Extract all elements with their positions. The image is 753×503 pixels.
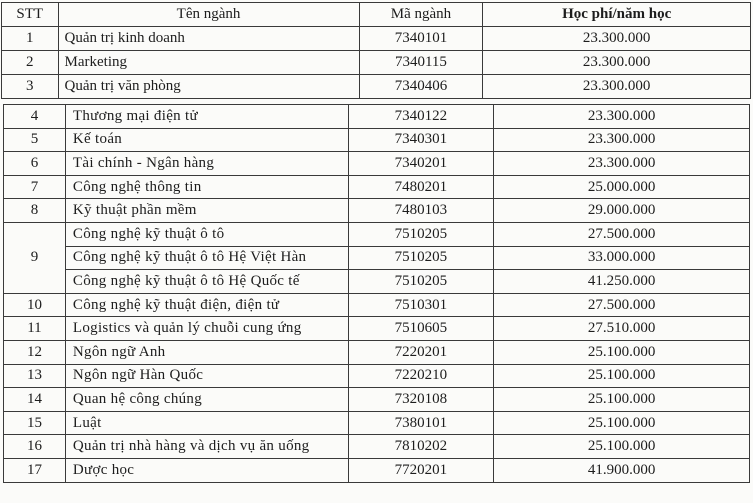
cell-major-name: Thương mại điện tử: [65, 105, 348, 129]
header-row: [2, 3, 751, 27]
cell-tuition-fee: 29.000.000: [494, 199, 750, 223]
cell-tuition-fee: 27.500.000: [494, 293, 750, 317]
cell-major-code: 7480201: [348, 175, 494, 199]
cell-major-name: Ngôn ngữ Anh: [65, 340, 348, 364]
cell-major-name: Kế toán: [65, 128, 348, 152]
cell-stt: 13: [4, 364, 66, 388]
cell-major-code: 7510205: [348, 246, 494, 270]
cell-major-code: 7380101: [348, 411, 494, 435]
tuition-table-main: [3, 104, 750, 483]
cell-major-name: Tài chính - Ngân hàng: [65, 152, 348, 176]
cell-stt: 17: [4, 458, 66, 482]
table-row: [4, 293, 750, 317]
cell-stt: 10: [4, 293, 66, 317]
cell-major-code: 7510605: [348, 317, 494, 341]
cell-major-name: Quản trị văn phòng: [58, 75, 359, 99]
cell-stt: 8: [4, 199, 66, 223]
cell-stt: 12: [4, 340, 66, 364]
cell-stt: 7: [4, 175, 66, 199]
cell-major-code: 7510205: [348, 222, 494, 246]
cell-tuition-fee: 23.300.000: [483, 75, 751, 99]
table-row: [4, 458, 750, 482]
table-row: [4, 340, 750, 364]
table-row: [2, 27, 751, 51]
cell-major-name: Logistics và quản lý chuỗi cung ứng: [65, 317, 348, 341]
cell-major-code: 7480103: [348, 199, 494, 223]
cell-tuition-fee: 25.000.000: [494, 175, 750, 199]
cell-stt: 2: [2, 51, 59, 75]
cell-tuition-fee: 23.300.000: [494, 105, 750, 129]
table-row: [4, 388, 750, 412]
cell-major-code: 7720201: [348, 458, 494, 482]
cell-tuition-fee: 25.100.000: [494, 340, 750, 364]
cell-major-code: 7810202: [348, 435, 494, 459]
cell-stt: 16: [4, 435, 66, 459]
cell-tuition-fee: 27.510.000: [494, 317, 750, 341]
table-row: [4, 270, 750, 294]
cell-stt: 11: [4, 317, 66, 341]
tuition-table-top: [1, 2, 751, 99]
cell-major-name: Công nghệ kỹ thuật ô tô Hệ Quốc tế: [65, 270, 348, 294]
cell-tuition-fee: 41.250.000: [494, 270, 750, 294]
cell-major-name: Dược học: [65, 458, 348, 482]
cell-stt: 4: [4, 105, 66, 129]
table-row: [2, 75, 751, 99]
cell-major-name: Công nghệ kỹ thuật ô tô Hệ Việt Hàn: [65, 246, 348, 270]
cell-tuition-fee: 25.100.000: [494, 411, 750, 435]
cell-tuition-fee: 25.100.000: [494, 388, 750, 412]
cell-tuition-fee: 23.300.000: [494, 128, 750, 152]
header-stt: STT: [2, 3, 59, 27]
table-row: [2, 51, 751, 75]
cell-major-name: Luật: [65, 411, 348, 435]
cell-major-code: 7340301: [348, 128, 494, 152]
cell-major-code: 7340406: [359, 75, 483, 99]
header-major-name: Tên ngành: [58, 3, 359, 27]
cell-tuition-fee: 33.000.000: [494, 246, 750, 270]
table-row: [4, 364, 750, 388]
cell-major-name: Quản trị kinh doanh: [58, 27, 359, 51]
cell-stt: 3: [2, 75, 59, 99]
cell-stt: 14: [4, 388, 66, 412]
cell-stt: 9: [4, 222, 66, 293]
header-major-code: Mã ngành: [359, 3, 483, 27]
cell-major-name: Công nghệ thông tin: [65, 175, 348, 199]
table-row: [4, 105, 750, 129]
cell-tuition-fee: 25.100.000: [494, 435, 750, 459]
cell-tuition-fee: 25.100.000: [494, 364, 750, 388]
table-row: [4, 246, 750, 270]
table-row: [4, 317, 750, 341]
cell-major-name: Quan hệ công chúng: [65, 388, 348, 412]
cell-major-code: 7510301: [348, 293, 494, 317]
cell-tuition-fee: 27.500.000: [494, 222, 750, 246]
cell-major-name: Marketing: [58, 51, 359, 75]
cell-major-code: 7340115: [359, 51, 483, 75]
cell-major-code: 7510205: [348, 270, 494, 294]
cell-major-name: Ngôn ngữ Hàn Quốc: [65, 364, 348, 388]
table-row: [4, 199, 750, 223]
cell-major-code: 7340201: [348, 152, 494, 176]
cell-stt: 1: [2, 27, 59, 51]
cell-major-code: 7340101: [359, 27, 483, 51]
table-row: [4, 152, 750, 176]
cell-major-name: Công nghệ kỹ thuật ô tô: [65, 222, 348, 246]
cell-major-code: 7220201: [348, 340, 494, 364]
header-tuition-fee: Học phí/năm học: [483, 3, 751, 27]
table-row: [4, 175, 750, 199]
cell-major-name: Kỹ thuật phần mềm: [65, 199, 348, 223]
cell-stt: 5: [4, 128, 66, 152]
cell-major-code: 7340122: [348, 105, 494, 129]
cell-major-name: Quản trị nhà hàng và dịch vụ ăn uống: [65, 435, 348, 459]
cell-stt: 6: [4, 152, 66, 176]
cell-major-name: Công nghệ kỹ thuật điện, điện tử: [65, 293, 348, 317]
cell-tuition-fee: 23.300.000: [483, 51, 751, 75]
cell-major-code: 7220210: [348, 364, 494, 388]
cell-stt: 15: [4, 411, 66, 435]
table-row: [4, 128, 750, 152]
cell-tuition-fee: 23.300.000: [483, 27, 751, 51]
cell-tuition-fee: 41.900.000: [494, 458, 750, 482]
cell-major-code: 7320108: [348, 388, 494, 412]
table-row: [4, 435, 750, 459]
cell-tuition-fee: 23.300.000: [494, 152, 750, 176]
table-row: [4, 222, 750, 246]
table-row: [4, 411, 750, 435]
